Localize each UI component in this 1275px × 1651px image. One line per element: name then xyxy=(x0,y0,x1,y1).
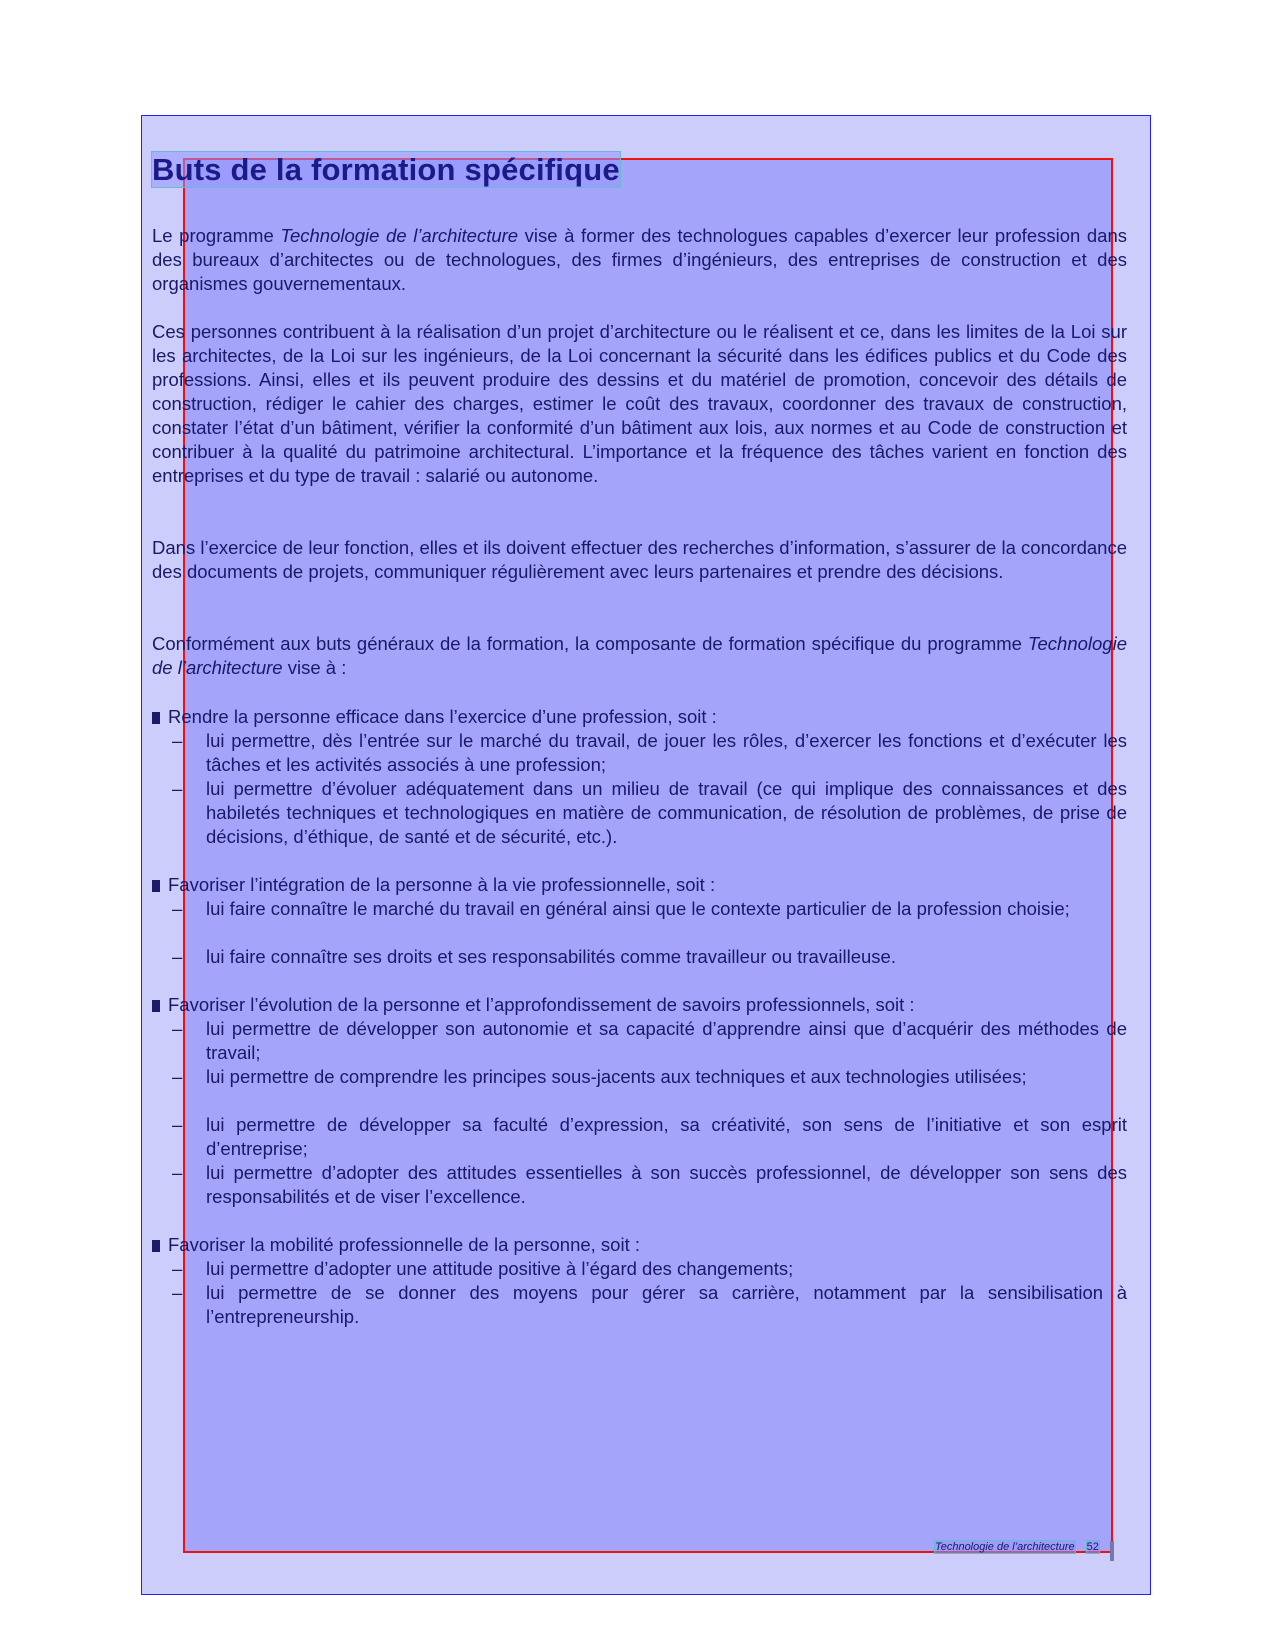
paragraph-intro xyxy=(152,224,1127,296)
goal-heading xyxy=(152,993,1127,1017)
program-name-italic: Technologie de l’architecture xyxy=(280,225,519,246)
goal-heading-text: Favoriser l’intégration de la personne à la vie professionnelle, soit : xyxy=(168,874,716,895)
bullet-icon xyxy=(152,1000,160,1012)
list-item-text: lui faire connaître le marché du travail en général ainsi que le contexte particulier de la profession choisie; xyxy=(206,898,1070,919)
list-item-text: lui permettre d’adopter une attitude positive à l’égard des changements; xyxy=(206,1258,794,1279)
footer-marker xyxy=(1110,1541,1114,1561)
list-item xyxy=(172,1281,1127,1329)
paragraph-aims-after: vise à : xyxy=(282,657,347,678)
paragraph-roles xyxy=(152,320,1127,488)
dash-icon: – xyxy=(172,1282,183,1303)
footer-program-name: Technologie de l’architecture xyxy=(935,1541,1075,1553)
list-item-text: lui permettre de développer sa faculté d’expression, sa créativité, son sens de l’initiative et son esprit d’entreprise; xyxy=(206,1114,1127,1159)
list-item xyxy=(172,897,1127,921)
goal-heading xyxy=(152,873,1127,897)
list-item xyxy=(172,729,1127,777)
bullet-icon xyxy=(152,1240,160,1252)
paragraph-duties-text: Dans l’exercice de leur fonction, elles et ils doivent effectuer des recherches d’information, s’assurer de la concordance des documents de projets, communiquer régulièrement avec leurs partenaires et prendre des décisions. xyxy=(152,537,1127,582)
goal-heading-text: Favoriser l’évolution de la personne et l’approfondissement de savoirs professionnels, soit : xyxy=(168,994,915,1015)
dash-icon: – xyxy=(172,730,183,751)
list-item xyxy=(172,1017,1127,1065)
list-item xyxy=(172,1113,1127,1161)
list-item-text: lui permettre de développer son autonomie et sa capacité d’apprendre ainsi que d’acquérir des méthodes de travail; xyxy=(206,1018,1127,1063)
list-item-text: lui permettre de se donner des moyens pour gérer sa carrière, notamment par la sensibilisation à l’entrepreneurship. xyxy=(206,1282,1127,1327)
bullet-icon xyxy=(152,712,160,724)
list-item xyxy=(172,1065,1127,1089)
dash-icon: – xyxy=(172,1114,183,1135)
page-footer xyxy=(935,1541,1099,1553)
paragraph-aims xyxy=(152,632,1127,680)
list-item xyxy=(172,1161,1127,1209)
dash-icon: – xyxy=(172,946,183,967)
goal-heading xyxy=(152,705,1127,729)
page-title xyxy=(152,150,620,190)
list-item-text: lui faire connaître ses droits et ses responsabilités comme travailleur ou travailleuse. xyxy=(206,946,896,967)
dash-icon: – xyxy=(172,898,183,919)
program-name-italic: Technologie de l’architecture xyxy=(152,633,1127,678)
list-item xyxy=(172,945,1127,969)
dash-icon: – xyxy=(172,1258,183,1279)
dash-icon: – xyxy=(172,1066,183,1087)
paragraph-intro-before: Le programme xyxy=(152,225,281,246)
bullet-icon xyxy=(152,880,160,892)
list-item-text: lui permettre de comprendre les principes sous-jacents aux techniques et aux technologies utilisées; xyxy=(206,1066,1027,1087)
list-item xyxy=(172,1257,1127,1281)
page-number: 52 xyxy=(1086,1541,1099,1553)
list-item-text: lui permettre d’adopter des attitudes essentielles à son succès professionnel, de développer son sens des responsabilités et de viser l’excellence. xyxy=(206,1162,1127,1207)
paragraph-intro-after: vise à former des technologues capables d’exercer leur profession dans des bureaux d’architectes ou de technologues, des firmes d’ingénieurs, des entreprises de construction et des organismes gouvernementaux. xyxy=(152,225,1127,294)
paragraph-aims-before: Conformément aux buts généraux de la formation, la composante de formation spécifique du programme xyxy=(152,633,1028,654)
dash-icon: – xyxy=(172,1018,183,1039)
list-item-text: lui permettre, dès l’entrée sur le marché du travail, de jouer les rôles, d’exercer les fonctions et d’exécuter les tâches et les activités associés à une profession; xyxy=(206,730,1127,775)
dash-icon: – xyxy=(172,778,183,799)
list-item-text: lui permettre d’évoluer adéquatement dans un milieu de travail (ce qui implique des connaissances et des habiletés techniques et technologiques en matière de communication, de résolution de problèmes, de prise de décisions, d’éthique, de santé et de sécurité, etc.). xyxy=(206,778,1127,847)
page-title-text: Buts de la formation spécifique xyxy=(152,152,620,187)
dash-icon: – xyxy=(172,1162,183,1183)
goal-heading-text: Rendre la personne efficace dans l’exercice d’une profession, soit : xyxy=(168,706,717,727)
paragraph-roles-text: Ces personnes contribuent à la réalisation d’un projet d’architecture ou le réalisent et ce, dans les limites de la Loi sur les architectes, de la Loi sur les ingénieurs, de la Loi concernant la sécurité dans les édifices publics et du Code des professions. Ainsi, elles et ils peuvent produire des dessins et du matériel de promotion, concevoir des détails de construction, rédiger le cahier des charges, estimer le coût des travaux, coordonner des travaux de construction, constater l’état d’un bâtiment, vérifier la conformité d’un bâtiment aux lois, aux normes et au Code de construction et contribuer à la qualité du patrimoine architectural. L’importance et la fréquence des tâches varient en fonction des entreprises et du type de travail : salarié ou autonome. xyxy=(152,321,1127,486)
goal-heading-text: Favoriser la mobilité professionnelle de la personne, soit : xyxy=(168,1234,640,1255)
paragraph-duties xyxy=(152,536,1127,584)
list-item xyxy=(172,777,1127,849)
goal-heading xyxy=(152,1233,1127,1257)
